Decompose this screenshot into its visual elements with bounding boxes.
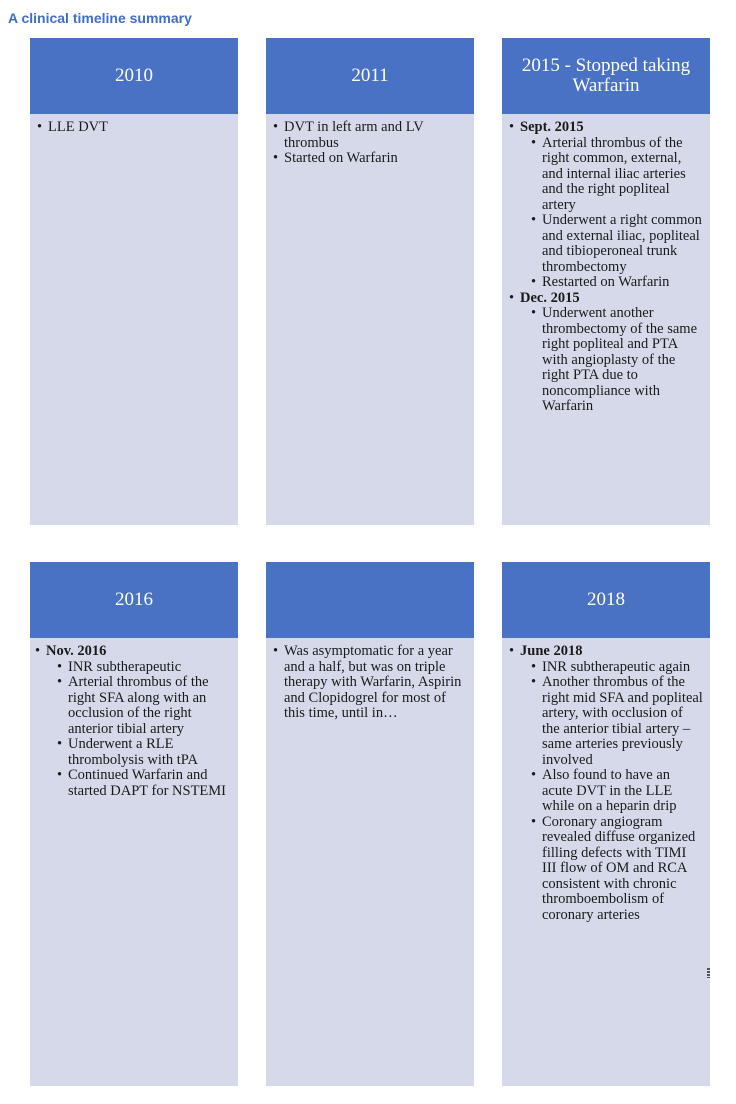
timeline-card-2018	[502, 562, 710, 1086]
group-item	[508, 291, 704, 415]
list-item: • LLE DVT	[36, 120, 232, 136]
timeline-card-2016	[30, 562, 238, 1086]
group-label: Dec. 2015	[520, 289, 580, 306]
card-body	[272, 644, 468, 722]
card-header: 2016	[30, 562, 238, 638]
list-item: • Arterial thrombus of the right SFA along with an occlusion of the right anterior tibial artery	[46, 675, 232, 737]
list-item: • INR subtherapeutic	[46, 660, 232, 676]
card-header: 2015 - Stopped taking Warfarin	[502, 38, 710, 114]
group-item	[508, 120, 704, 291]
list-item: • Was asymptomatic for a year and a half, but was on triple therapy with Warfarin, Aspirin and Clopidogrel for most of this time, until in…	[272, 644, 468, 722]
group-label: Sept. 2015	[520, 119, 584, 135]
card-body	[36, 120, 232, 136]
list-item: • Underwent a RLE thrombolysis with tPA	[46, 737, 232, 768]
list-item: • Started on Warfarin	[272, 151, 468, 167]
page-title: A clinical timeline summary	[8, 10, 192, 26]
card-header: 2011	[266, 38, 474, 114]
card-body	[508, 644, 704, 923]
card-body	[34, 644, 232, 799]
list-item: • Continued Warfarin and started DAPT for NSTEMI	[46, 768, 232, 799]
list-item: • Another thrombus of the right mid SFA and popliteal artery, with occlusion of the anterior tibial artery – same arteries previously involved	[520, 675, 704, 768]
group-item	[508, 644, 704, 923]
group-label: June 2018	[520, 643, 583, 659]
group-item	[34, 644, 232, 799]
list-item: • Underwent a right common and external iliac, popliteal and tibioperoneal trunk thrombectomy	[520, 213, 704, 275]
card-header: 2010	[30, 38, 238, 114]
card-header	[266, 562, 474, 638]
timeline-card-interval	[266, 562, 474, 1086]
card-body	[272, 120, 468, 167]
list-item: • Coronary angiogram revealed diffuse organized filling defects with TIMI III flow of OM and RCA consistent with chronic thromboembolism of coronary arteries	[520, 815, 704, 924]
list-item: • Restarted on Warfarin	[520, 275, 704, 291]
list-item: • Also found to have an acute DVT in the LLE while on a heparin drip	[520, 768, 704, 815]
list-item: • DVT in left arm and LV thrombus	[272, 120, 468, 151]
edge-marker-icon	[707, 968, 710, 978]
timeline-card-2011	[266, 38, 474, 525]
timeline-card-2015	[502, 38, 710, 525]
list-item: • Arterial thrombus of the right common, external, and internal iliac arteries and the right popliteal artery	[520, 136, 704, 214]
card-body	[508, 120, 704, 415]
list-item: • INR subtherapeutic again	[520, 660, 704, 676]
timeline-card-2010	[30, 38, 238, 525]
list-item: • Underwent another thrombectomy of the same right popliteal and PTA with angioplasty of the right PTA due to noncompliance with Warfarin	[520, 306, 704, 415]
group-label: Nov. 2016	[46, 643, 107, 659]
card-header: 2018	[502, 562, 710, 638]
